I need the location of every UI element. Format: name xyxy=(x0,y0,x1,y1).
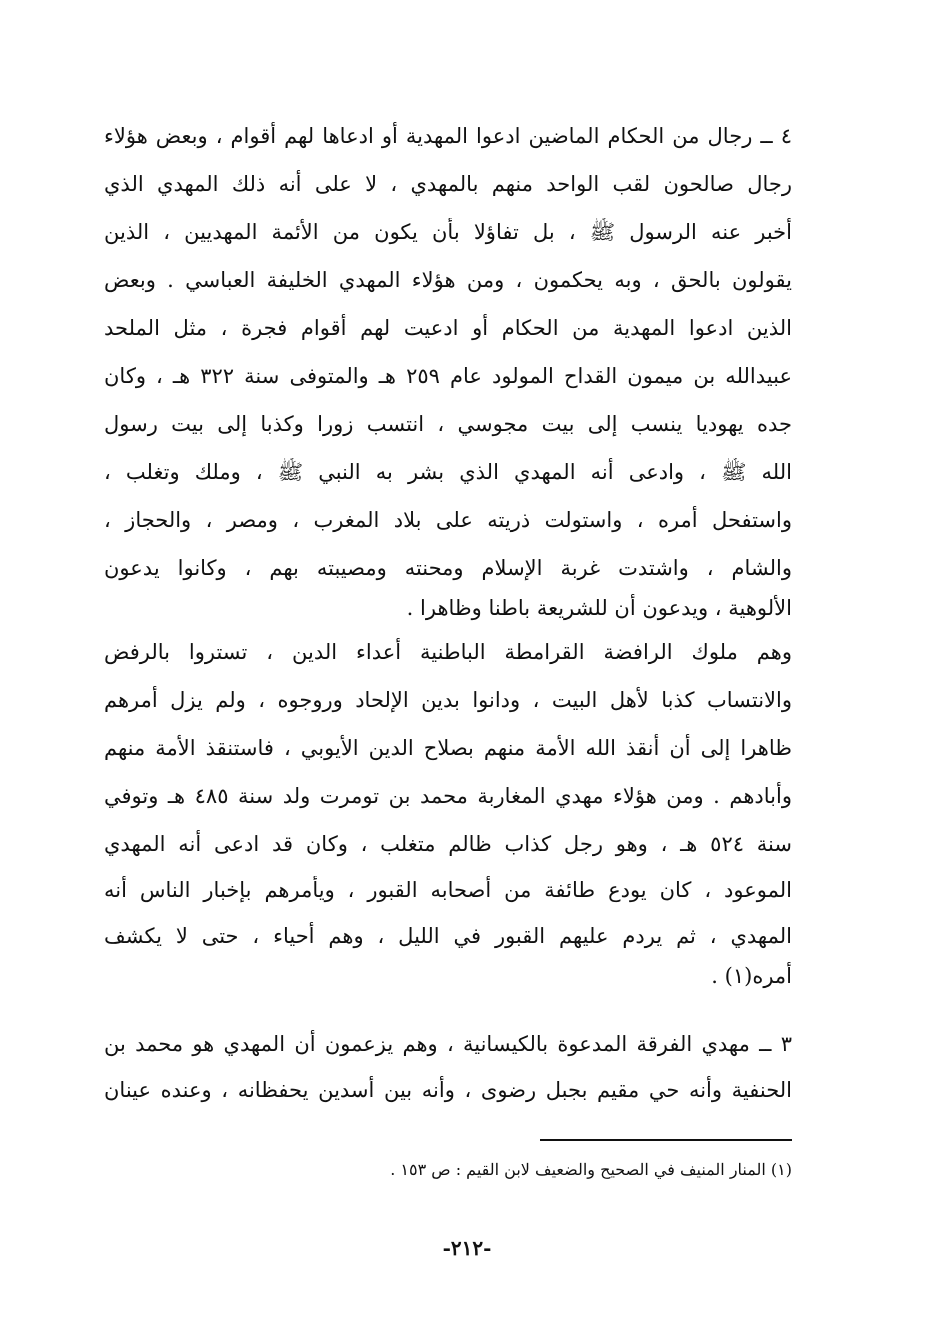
text-line-10: والشام ، واشتدت غربة الإسلام ومحنته ومصيبته بهم ، وكانوا يدعون xyxy=(104,556,792,580)
text-line-21: الحنفية وأنه حي مقيم بجبل رضوى ، وأنه بين أسدين يحفظانه ، وعنده عينان xyxy=(104,1078,792,1102)
text-line-5: الذين ادعوا المهدية من الحكام أو ادعيت لهم أقوام فجرة ، مثل الملحد xyxy=(104,316,792,340)
text-line-19: أمره(١) . xyxy=(711,964,792,988)
page-number: -٢١٢- xyxy=(442,1236,492,1260)
text-line-3: أخبر عنه الرسول ﷺ ، بل تفاؤلا بأن يكون من الأئمة المهديين ، الذين xyxy=(104,220,792,244)
footnote-divider xyxy=(540,1139,792,1141)
text-line-11: الألوهية ، ويدعون أن للشريعة باطنا وظاهرا . xyxy=(406,596,792,620)
text-line-7: جده يهوديا ينسب إلى بيت مجوسي ، انتسب زورا وكذبا إلى بيت رسول xyxy=(104,412,792,436)
text-line-13: والانتساب كذبا لأهل البيت ، ودانوا بدين الإلحاد وروجوه ، ولم يزل أمرهم xyxy=(104,688,792,712)
text-line-20: ٣ ــ مهدي الفرقة المدعوة بالكيسانية ، وهم يزعمون أن المهدي هو محمد بن xyxy=(104,1032,792,1056)
text-line-16: سنة ٥٢٤ هـ ، وهو رجل كذاب ظالم متغلب ، وكان قد ادعى أنه المهدي xyxy=(104,832,792,856)
text-line-12: وهم ملوك الرافضة القرامطة الباطنية أعداء الدين ، تستروا بالرفض xyxy=(104,640,792,664)
text-line-15: وأبادهم . ومن هؤلاء مهدي المغاربة محمد بن تومرت ولد سنة ٤٨٥ هـ وتوفي xyxy=(104,784,792,808)
text-line-2: رجال صالحون لقب الواحد منهم بالمهدي ، لا على أنه ذلك المهدي الذي xyxy=(104,172,792,196)
text-line-6: عبيدالله بن ميمون القداح المولود عام ٢٥٩ هـ والمتوفى سنة ٣٢٢ هـ ، وكان xyxy=(104,364,792,388)
text-line-9: واستفحل أمره ، واستولت ذريته على بلاد المغرب ، ومصر ، والحجاز ، xyxy=(104,508,792,532)
text-line-17: الموعود ، كان يودع طائفة من أصحابه القبور ، ويأمرهم بإخبار الناس أنه xyxy=(104,878,792,902)
text-line-18: المهدي ، ثم يردم عليهم القبور في الليل ، وهم أحياء ، حتى لا يكشف xyxy=(104,924,792,948)
footnote: (١) المنار المنيف في الصحيح والضعيف لابن القيم : ص ١٥٣ . xyxy=(390,1160,792,1179)
text-line-1: ٤ ــ رجال من الحكام الماضين ادعوا المهدية أو ادعاها لهم أقوام ، وبعض هؤلاء xyxy=(104,124,792,148)
text-line-8: الله ﷺ ، وادعى أنه المهدي الذي بشر به النبي ﷺ ، وملك وتغلب ، xyxy=(104,460,792,484)
text-line-14: ظاهرا إلى أن أنقذ الله الأمة منهم بصلاح الدين الأيوبي ، فاستنقذ الأمة منهم xyxy=(104,736,792,760)
text-line-4: يقولون بالحق ، وبه يحكمون ، ومن هؤلاء المهدي الخليفة العباسي . وبعض xyxy=(104,268,792,292)
